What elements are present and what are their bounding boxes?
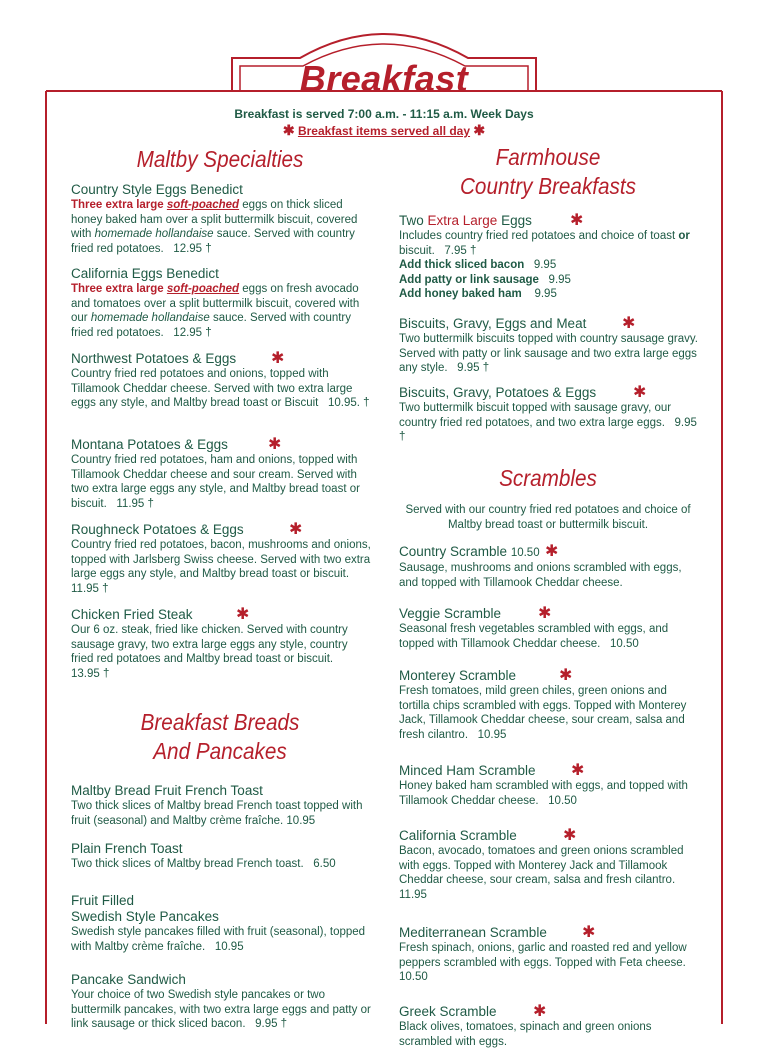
item-name: California Eggs Benedict: [71, 266, 219, 281]
menu-item: [399, 1004, 699, 1049]
item-name: Montana Potatoes & Eggs: [71, 437, 228, 452]
item-desc: Sausage, mushrooms and onions scrambled with eggs, and topped with Tillamook Cheddar cheese.: [399, 562, 682, 589]
item-desc: Two thick slices of Maltby bread French toast. 6.50: [71, 858, 336, 870]
item-name: Chicken Fried Steak: [71, 607, 193, 622]
item-desc: Seasonal fresh vegetables scrambled with eggs, and topped with Tillamook Cheddar cheese. 10.50: [399, 623, 669, 650]
item-desc: Two thick slices of Maltby bread French toast topped with fruit (seasonal) and Maltby crème fraîche. 10.95: [71, 800, 363, 827]
item-name: Country Style Eggs Benedict: [71, 182, 243, 197]
item-name: Mediterranean Scramble: [399, 925, 547, 940]
page-title: Breakfast: [299, 58, 469, 99]
menu-item: [71, 893, 371, 954]
item-price: 7.95 †: [444, 244, 477, 257]
item-price: 6.50: [313, 858, 336, 870]
star-icon: ✱: [473, 122, 486, 138]
menu-item: [71, 607, 371, 681]
farmhouse-heading: [398, 143, 698, 201]
star-icon: ✱: [633, 384, 647, 401]
item-name: Biscuits, Gravy, Eggs and Meat: [399, 316, 587, 331]
menu-item: [71, 182, 371, 256]
addon-row: Add patty or link sausage 9.95: [399, 273, 571, 286]
item-name: Monterey Scramble: [399, 668, 517, 683]
item-name: Plain French Toast: [71, 841, 183, 856]
item-price: 12.95 †: [173, 326, 212, 339]
star-icon: ✱: [282, 122, 295, 138]
item-price: 10.50: [510, 547, 540, 559]
menu-item: [71, 972, 371, 1032]
item-desc: Our 6 oz. steak, fried like chicken. Served with country sausage gravy, two extra large eggs any style, country fried red potatoes and Maltby bread toast or biscuit. 13.95 †: [71, 624, 348, 680]
item-desc: Two buttermilk biscuit topped with sausage gravy, our country fried red potatoes, and two extra large eggs. 9.95 †: [399, 402, 697, 444]
section-title-scrambles: Scrambles: [499, 465, 597, 491]
section-title-country: Country Breakfasts: [459, 173, 637, 199]
item-price: 10.95: [286, 814, 316, 827]
item-price: 13.95 †: [71, 667, 110, 680]
addon-row: Add thick sliced bacon 9.95: [399, 259, 557, 272]
item-price: 10.95. †: [327, 397, 370, 410]
item-name: Country Scramble 10.50: [399, 544, 540, 559]
item-price: 12.95 †: [173, 242, 212, 255]
item-desc: Black olives, tomatoes, spinach and green onions scrambled with eggs.: [399, 1021, 652, 1048]
left-column: [70, 145, 370, 174]
star-icon: ✱: [545, 543, 559, 560]
addon-row: Add honey baked ham 9.95: [399, 288, 557, 301]
item-desc: Country fried red potatoes, ham and onions, topped with Tillamook Cheddar cheese and sour cream. Served with two extra large eggs any style, and Maltby bread toast or biscuit. 11.95 †: [71, 454, 360, 510]
item-name: Maltby Bread Fruit French Toast: [71, 783, 263, 798]
item-price: 11.95 †: [71, 582, 109, 595]
star-icon: ✱: [289, 521, 303, 538]
menu-item: [71, 783, 371, 828]
item-price: 10.50: [609, 637, 639, 650]
star-icon: ✱: [563, 827, 577, 844]
item-desc: Your choice of two Swedish style pancakes or two buttermilk pancakes, with two extra large eggs and patty or link sausage or thick sliced bacon. 9.95 †: [71, 989, 371, 1031]
menu-item: [399, 544, 699, 590]
item-name: California Scramble: [399, 828, 517, 843]
item-name: Northwest Potatoes & Eggs: [71, 351, 237, 366]
menu-item: [399, 668, 699, 742]
star-icon: ✱: [582, 924, 596, 941]
item-desc: Country fried red potatoes and onions, topped with Tillamook Cheddar cheese. Served with two extra large eggs any style, and Maltby bread toast or Biscuit 10.95. †: [71, 368, 370, 410]
serving-hours: Breakfast is served 7:00 a.m. - 11:15 a.m. Week Days: [234, 107, 534, 121]
item-desc: Fresh tomatoes, mild green chiles, green onions and tortilla chips scrambled with eggs. Topped with Monterey Jack, Tillamook Cheddar cheese, sour cream, salsa and fresh cilantro. 10.95: [399, 685, 687, 741]
menu-item: [71, 522, 371, 596]
star-icon: ✱: [570, 212, 584, 229]
item-price: 10.50: [548, 794, 577, 807]
item-name: Fruit Filled: [71, 893, 135, 908]
menu-item: [399, 606, 699, 651]
item-name: Pancake Sandwich: [71, 972, 186, 987]
item-desc: Three extra large soft-poached eggs on fresh avocado and tomatoes over a split buttermilk biscuit, covered with our homemade hollandaise sauce. Served with country fried red potatoes. 12.95 †: [71, 283, 360, 339]
all-day-note: [0, 122, 768, 139]
menu-item: [71, 437, 371, 511]
item-price: 9.95 †: [255, 1018, 288, 1031]
item-desc: Honey baked ham scrambled with eggs, and topped with Tillamook Cheddar cheese. 10.50: [399, 780, 688, 807]
star-icon: ✱: [236, 606, 250, 623]
item-name: Biscuits, Gravy, Potatoes & Eggs: [399, 385, 597, 400]
item-price: 10.50: [399, 971, 428, 984]
item-price: 9.95 †: [399, 416, 697, 444]
item-desc: Three extra large soft-poached eggs on thick sliced honey baked ham over a split buttermilk biscuit, covered with homemade hollandaise sauce. Served with country fried red potatoes. 12.95 †: [71, 199, 358, 255]
section-title-farmhouse: Farmhouse: [495, 144, 601, 170]
scrambles-heading: [398, 464, 698, 493]
item-desc: Includes country fried red potatoes and choice of toast or biscuit. 7.95 †: [399, 230, 690, 257]
menu-item: [399, 213, 699, 302]
item-name: Minced Ham Scramble: [399, 763, 536, 778]
menu-item: [399, 385, 699, 445]
section-title-breads: Breakfast Breads: [140, 709, 300, 735]
item-name: Two Extra Large Eggs: [399, 213, 532, 228]
section-title-pancakes: And Pancakes: [153, 738, 287, 764]
menu-item: [71, 266, 371, 340]
all-day-label: Breakfast items served all day: [297, 124, 471, 138]
item-name: Roughneck Potatoes & Eggs: [71, 522, 244, 537]
menu-item: [71, 351, 371, 411]
item-price: 11.95: [399, 888, 427, 901]
item-name: Greek Scramble: [399, 1004, 497, 1019]
menu-item: [399, 925, 699, 985]
star-icon: ✱: [533, 1003, 547, 1020]
star-icon: ✱: [271, 350, 285, 367]
star-icon: ✱: [571, 762, 585, 779]
star-icon: ✱: [268, 436, 282, 453]
menu-item: [399, 316, 699, 376]
star-icon: ✱: [538, 605, 552, 622]
item-desc: Fresh spinach, onions, garlic and roasted red and yellow peppers scrambled with eggs. Topped with Feta cheese. 10.50: [399, 942, 687, 984]
item-price: 11.95 †: [116, 497, 154, 510]
item-desc: Swedish style pancakes filled with fruit (seasonal), topped with Maltby crème fraîche. 10.95: [71, 926, 366, 953]
item-price: 10.95: [477, 728, 507, 741]
item-price: 10.95: [214, 940, 244, 953]
menu-item: [399, 763, 699, 808]
scrambles-note: Served with our country fried red potatoes and choice of Maltby bread toast or buttermilk biscuit.: [405, 504, 691, 531]
menu-item: [399, 828, 699, 902]
item-name: Veggie Scramble: [399, 606, 502, 621]
star-icon: ✱: [559, 667, 573, 684]
menu-item: [71, 841, 371, 872]
item-price: 9.95 †: [457, 362, 490, 375]
section-title-specialties: Maltby Specialties: [136, 146, 304, 172]
item-desc: Bacon, avocado, tomatoes and green onions scrambled with eggs. Topped with Monterey Jack and Tillamook Cheddar cheese, sour cream, salsa and fresh cilantro. 11.95: [399, 845, 684, 901]
item-desc: Country fried red potatoes, bacon, mushrooms and onions, topped with Jarlsberg Swiss cheese. Served with two extra large eggs any style, and Maltby bread toast or biscuit. 11.95 †: [71, 539, 371, 595]
item-name-line2: Swedish Style Pancakes: [71, 909, 219, 924]
item-desc: Two buttermilk biscuits topped with country sausage gravy. Served with patty or link sausage and two extra large eggs any style. 9.95 †: [399, 333, 698, 375]
breads-heading: [70, 708, 370, 766]
star-icon: ✱: [622, 315, 636, 332]
